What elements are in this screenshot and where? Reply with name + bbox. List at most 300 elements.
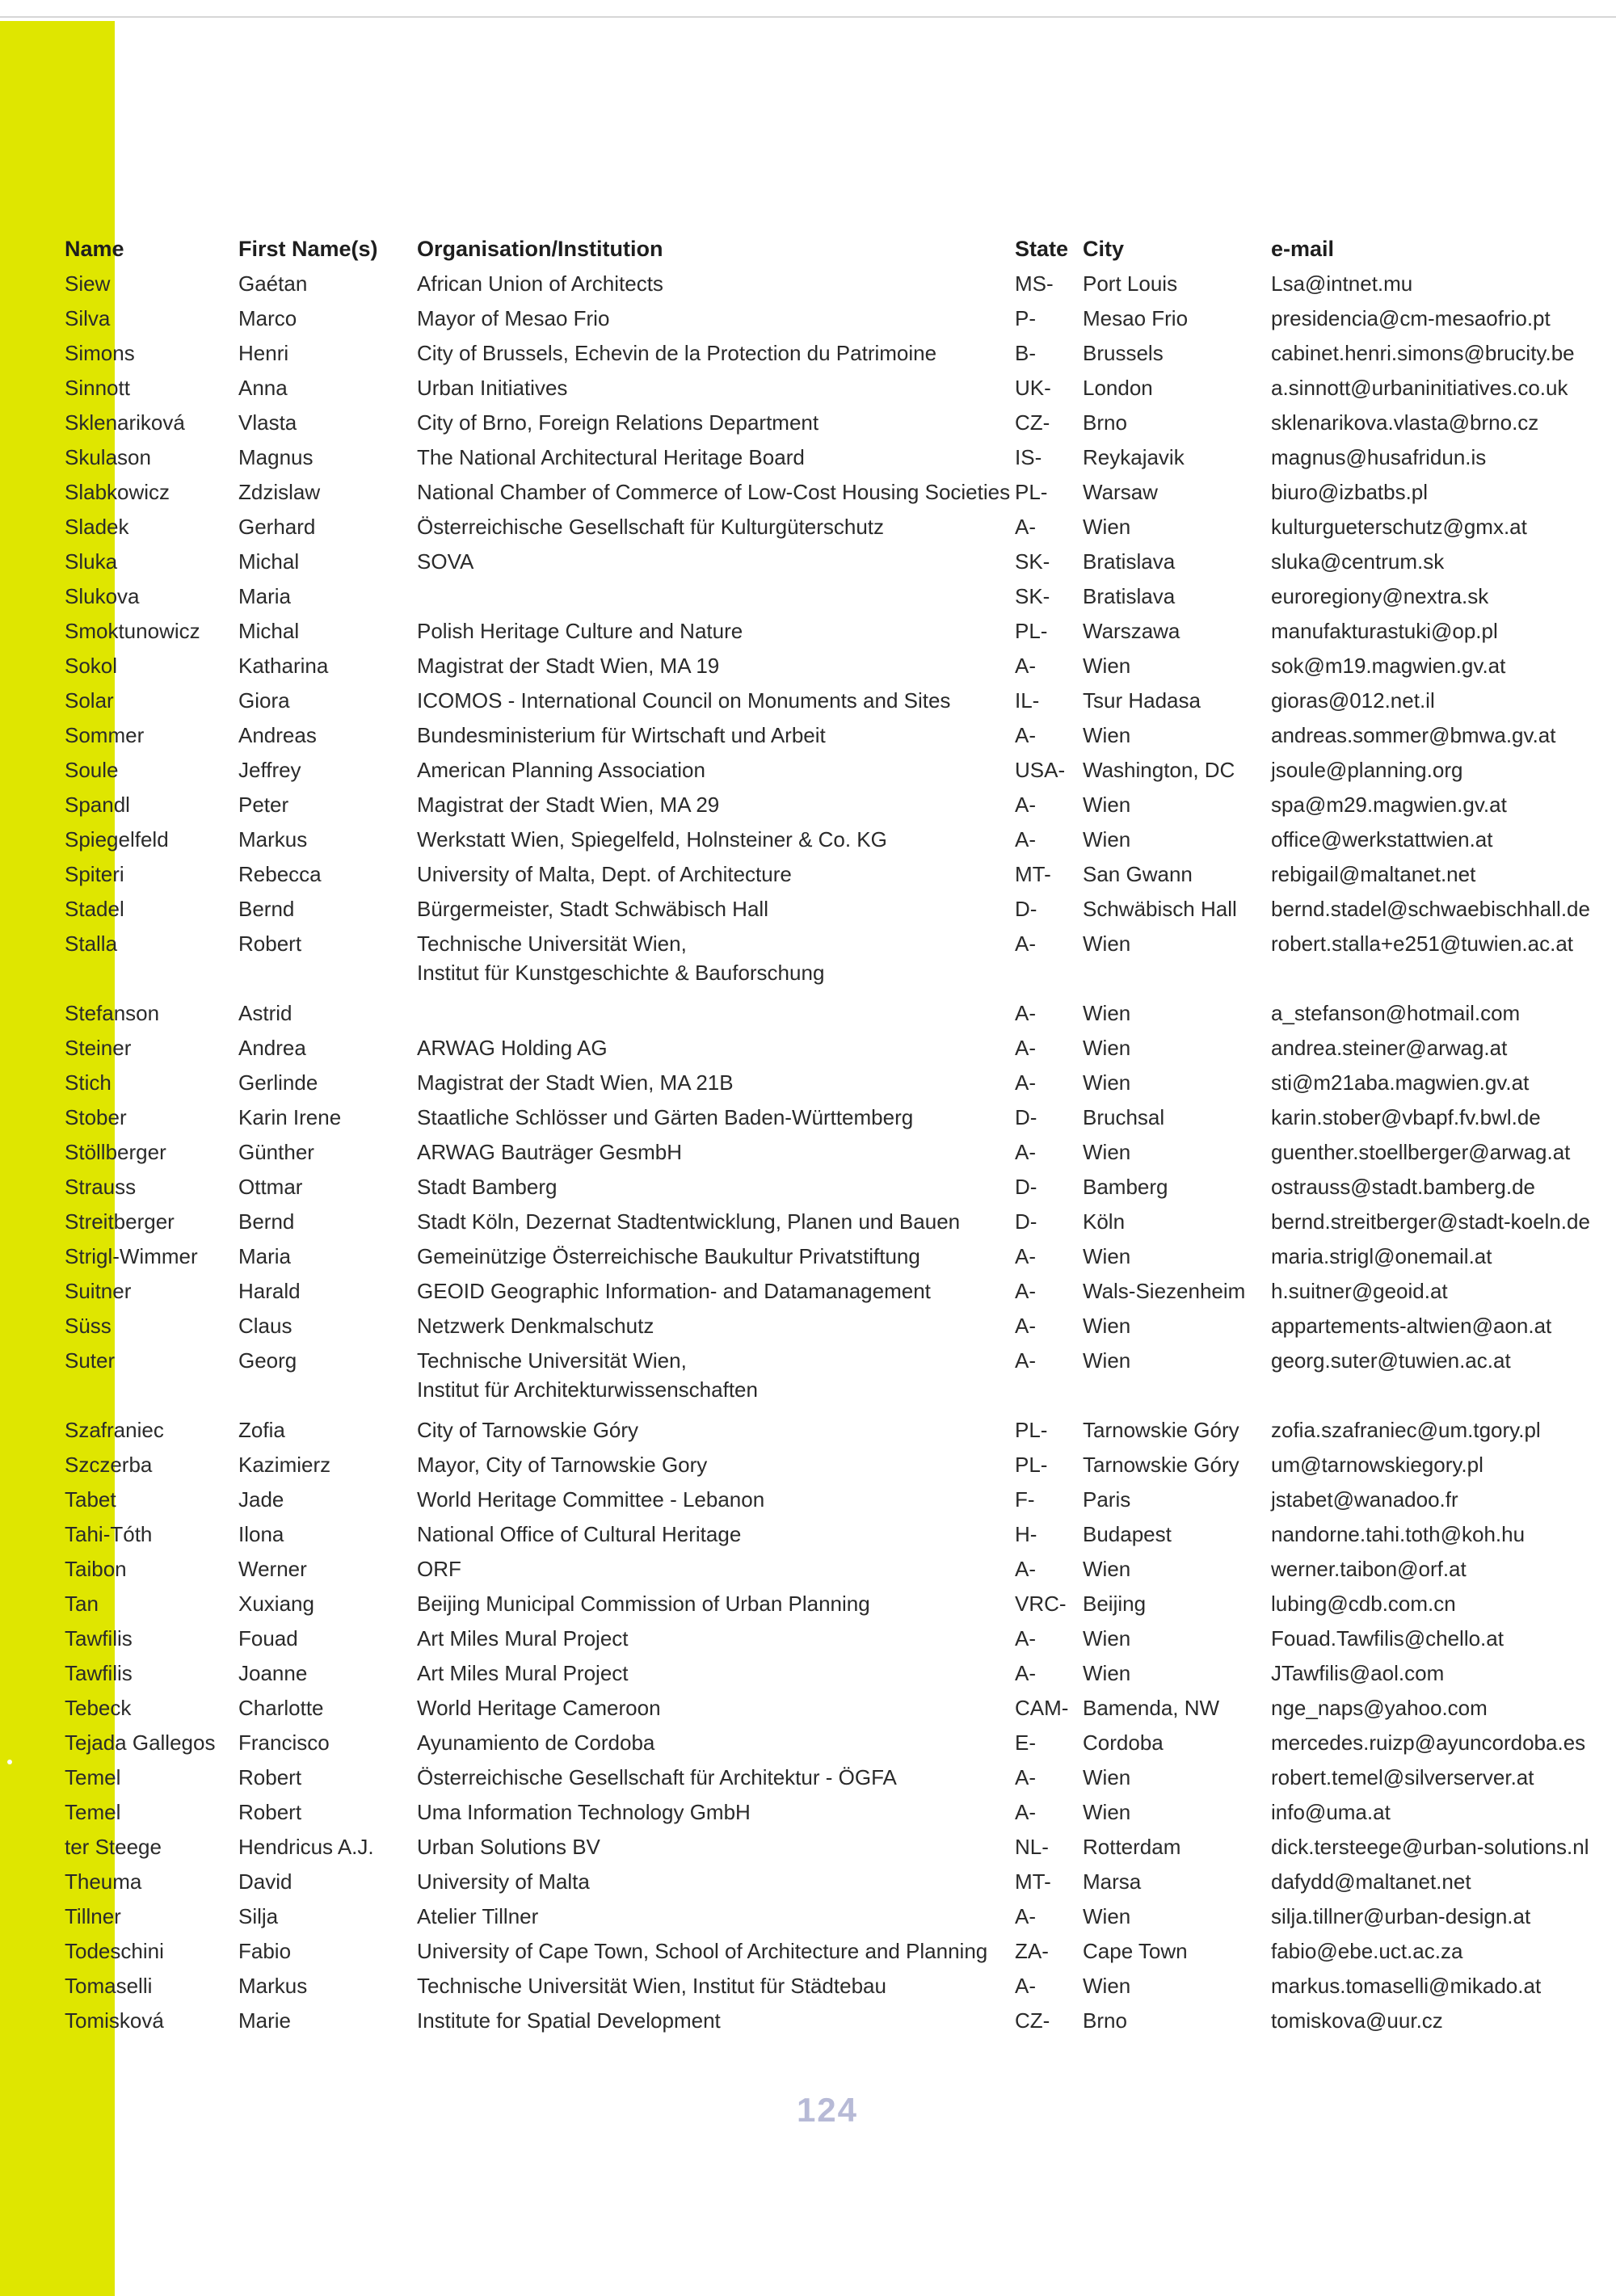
cell-organisation: City of Brussels, Echevin de la Protection du Patrimoine [417,341,937,365]
cell-name: Sklenariková [65,410,185,435]
table-row [65,1934,1600,1969]
cell-name: Strigl-Wimmer [65,1244,198,1268]
cell-email: bernd.streitberger@stadt-koeln.de [1271,1209,1590,1234]
header-email: e-mail [1271,237,1335,261]
cell-organisation: ICOMOS - International Council on Monuments and Sites [417,688,951,713]
cell-email: jstabet@wanadoo.fr [1271,1487,1458,1512]
cell-state: SK- [1015,584,1050,608]
cell-organisation: Stadt Bamberg [417,1175,558,1199]
header-organisation: Organisation/Institution [417,237,663,261]
cell-first-name: Giora [238,688,290,713]
table-row [65,788,1600,822]
cell-name: Sluka [65,549,118,574]
cell-first-name: Harald [238,1279,301,1303]
cell-email: markus.tomaselli@mikado.at [1271,1974,1542,1998]
cell-email: guenther.stoellberger@arwag.at [1271,1140,1571,1164]
cell-state: PL- [1015,480,1048,504]
cell-city: Wien [1083,515,1131,539]
cell-organisation: Bundesministerium für Wirtschaft und Arbeit [417,723,826,747]
cell-city: Bratislava [1083,584,1176,608]
cell-city: Wien [1083,1348,1131,1373]
cell-state: UK- [1015,376,1051,400]
cell-state: A- [1015,1765,1036,1789]
cell-organisation: Magistrat der Stadt Wien, MA 21B [417,1070,734,1095]
cell-state: USA- [1015,758,1066,782]
cell-name: Simons [65,341,135,365]
cell-organisation: Österreichische Gesellschaft für Kulturgüterschutz [417,515,885,539]
cell-first-name: Robert [238,1765,302,1789]
cell-state: A- [1015,1626,1036,1651]
cell-email: tomiskova@uur.cz [1271,2008,1443,2033]
cell-name: Szafraniec [65,1418,164,1442]
cell-city: Tarnowskie Góry [1083,1418,1239,1442]
cell-name: Stefanson [65,1001,160,1025]
table-row [65,927,1600,996]
cell-name: Suitner [65,1279,132,1303]
cell-name: Tabet [65,1487,116,1512]
cell-first-name: Robert [238,1800,302,1824]
table-row [65,1205,1600,1239]
cell-city: London [1083,376,1153,400]
cell-organisation: Uma Information Technology GmbH [417,1800,751,1824]
cell-city: Wien [1083,1140,1131,1164]
cell-city: Wien [1083,827,1131,852]
cell-first-name: Gaétan [238,271,308,296]
cell-organisation: National Chamber of Commerce of Low-Cost Housing Societies [417,480,1011,504]
cell-organisation: Institute for Spatial Development [417,2008,721,2033]
cell-organisation: World Heritage Cameroon [417,1696,661,1720]
cell-city: Cape Town [1083,1939,1188,1963]
cell-state: A- [1015,654,1036,678]
cell-email: a_stefanson@hotmail.com [1271,1001,1521,1025]
table-row [65,1587,1600,1621]
table-row [65,1760,1600,1795]
table-row [65,1899,1600,1934]
cell-name: Stöllberger [65,1140,166,1164]
cell-organisation: Art Miles Mural Project [417,1626,629,1651]
cell-first-name: Ilona [238,1522,284,1546]
cell-email: rebigail@maltanet.net [1271,862,1476,886]
cell-state: A- [1015,1661,1036,1685]
table-row [65,1344,1600,1413]
cell-email: robert.stalla+e251@tuwien.ac.at [1271,931,1574,956]
cell-email: appartements-altwien@aon.at [1271,1314,1552,1338]
cell-state: SK- [1015,549,1050,574]
cell-email: bernd.stadel@schwaebischhall.de [1271,897,1590,921]
cell-name: Sommer [65,723,145,747]
cell-state: A- [1015,1904,1036,1928]
cell-email: zofia.szafraniec@um.tgory.pl [1271,1418,1541,1442]
cell-email: um@tarnowskiegory.pl [1271,1453,1483,1477]
cell-organisation: Urban Initiatives [417,376,568,400]
cell-name: Tomaselli [65,1974,153,1998]
cell-email: karin.stober@vbapf.fv.bwl.de [1271,1105,1541,1129]
table-row [65,822,1600,857]
cell-first-name: Zdzislaw [238,480,321,504]
cell-city: Wien [1083,723,1131,747]
cell-organisation: Atelier Tillner [417,1904,539,1928]
cell-email: kulturgueterschutz@gmx.at [1271,515,1527,539]
cell-first-name: Katharina [238,654,329,678]
cell-city: Port Louis [1083,271,1178,296]
cell-city: Wien [1083,1626,1131,1651]
cell-state: E- [1015,1730,1036,1755]
cell-email: sok@m19.magwien.gv.at [1271,654,1506,678]
cell-state: CZ- [1015,410,1050,435]
cell-first-name: Gerlinde [238,1070,318,1095]
cell-email: werner.taibon@orf.at [1271,1557,1467,1581]
cell-city: Rotterdam [1083,1835,1181,1859]
cell-state: D- [1015,1105,1037,1129]
cell-organisation: Magistrat der Stadt Wien, MA 19 [417,654,720,678]
cell-organisation-line2: Institut für Architekturwissenschaften [417,1377,758,1402]
cell-organisation: Technische Universität Wien, Institut für Städtebau [417,1974,886,1998]
cell-name: Tan [65,1592,99,1616]
table-row [65,1031,1600,1066]
cell-first-name: Charlotte [238,1696,324,1720]
cell-name: Strauss [65,1175,137,1199]
cell-state: A- [1015,1001,1036,1025]
cell-name: Tebeck [65,1696,132,1720]
cell-email: sluka@centrum.sk [1271,549,1445,574]
cell-city: Wien [1083,1800,1131,1824]
cell-organisation: American Planning Association [417,758,705,782]
cell-city: Wien [1083,1904,1131,1928]
table-row [65,1795,1600,1830]
cell-first-name: Michal [238,549,300,574]
cell-city: Schwäbisch Hall [1083,897,1237,921]
cell-city: Warszawa [1083,619,1180,643]
cell-state: A- [1015,793,1036,817]
cell-organisation: Mayor of Mesao Frio [417,306,610,330]
cell-name: Soule [65,758,119,782]
cell-email: maria.strigl@onemail.at [1271,1244,1492,1268]
cell-organisation: African Union of Architects [417,271,663,296]
cell-state: NL- [1015,1835,1049,1859]
header-city: City [1083,237,1125,261]
cell-name: Smoktunowicz [65,619,200,643]
cell-organisation: World Heritage Committee - Lebanon [417,1487,765,1512]
cell-email: magnus@husafridun.is [1271,445,1487,469]
cell-email: spa@m29.magwien.gv.at [1271,793,1507,817]
cell-name: Stober [65,1105,127,1129]
cell-name: Spandl [65,793,130,817]
cell-city: Bratislava [1083,549,1176,574]
table-row [65,267,1600,301]
cell-first-name: Joanne [238,1661,308,1685]
cell-state: P- [1015,306,1036,330]
table-row [65,510,1600,545]
cell-organisation: City of Brno, Foreign Relations Department [417,410,819,435]
cell-email: Fouad.Tawfilis@chello.at [1271,1626,1504,1651]
cell-name: Tawfilis [65,1661,133,1685]
cell-organisation: Ayunamiento de Cordoba [417,1730,655,1755]
cell-state: F- [1015,1487,1035,1512]
cell-state: MT- [1015,1869,1051,1894]
cell-first-name: Andreas [238,723,317,747]
cell-name: Slukova [65,584,140,608]
cell-city: Beijing [1083,1592,1147,1616]
cell-city: Tarnowskie Góry [1083,1453,1239,1477]
cell-organisation: Netzwerk Denkmalschutz [417,1314,654,1338]
cell-city: Marsa [1083,1869,1142,1894]
cell-name: Streitberger [65,1209,175,1234]
cell-first-name: Andrea [238,1036,306,1060]
cell-organisation-line2: Institut für Kunstgeschichte & Bauforschung [417,961,825,985]
cell-email: office@werkstattwien.at [1271,827,1493,852]
table-row [65,1726,1600,1760]
cell-first-name: Astrid [238,1001,292,1025]
cell-state: ZA- [1015,1939,1049,1963]
cell-state: A- [1015,827,1036,852]
cell-city: Wien [1083,1070,1131,1095]
cell-name: Slabkowicz [65,480,170,504]
cell-organisation: Österreichische Gesellschaft für Architektur - ÖGFA [417,1765,897,1789]
cell-email: sklenarikova.vlasta@brno.cz [1271,410,1539,435]
cell-first-name: Robert [238,931,302,956]
cell-name: Skulason [65,445,151,469]
cell-state: A- [1015,1348,1036,1373]
table-row [65,614,1600,649]
table-row [65,301,1600,336]
cell-first-name: Vlasta [238,410,297,435]
table-row [65,1413,1600,1448]
header-state: State [1015,237,1069,261]
cell-city: Wien [1083,1974,1131,1998]
cell-organisation: City of Tarnowskie Góry [417,1418,639,1442]
table-row [65,1865,1600,1899]
cell-organisation: Staatliche Schlösser und Gärten Baden-Württemberg [417,1105,914,1129]
cell-first-name: Michal [238,619,300,643]
cell-state: A- [1015,1036,1036,1060]
cell-first-name: Markus [238,1974,308,1998]
cell-city: Wals-Siezenheim [1083,1279,1246,1303]
table-row [65,649,1600,683]
cell-state: B- [1015,341,1036,365]
cell-city: San Gwann [1083,862,1193,886]
cell-name: Tomisková [65,2008,164,2033]
table-row [65,406,1600,440]
cell-name: Spiegelfeld [65,827,169,852]
cell-city: Wien [1083,793,1131,817]
cell-organisation: ORF [417,1557,461,1581]
table-row [65,1621,1600,1656]
cell-city: Mesao Frio [1083,306,1189,330]
cell-name: Tejada Gallegos [65,1730,216,1755]
cell-state: PL- [1015,1418,1048,1442]
cell-name: Spiteri [65,862,124,886]
cell-first-name: Fabio [238,1939,292,1963]
table-row [65,1274,1600,1309]
cell-state: A- [1015,1244,1036,1268]
cell-state: D- [1015,1175,1037,1199]
table-row [65,1517,1600,1552]
table-row [65,545,1600,579]
cell-organisation: University of Cape Town, School of Architecture and Planning [417,1939,988,1963]
cell-city: Wien [1083,1314,1131,1338]
cell-first-name: Markus [238,827,308,852]
cell-city: Bruchsal [1083,1105,1165,1129]
cell-first-name: Kazimierz [238,1453,331,1477]
cell-email: a.sinnott@urbaninitiatives.co.uk [1271,376,1568,400]
cell-city: Washington, DC [1083,758,1235,782]
cell-city: Budapest [1083,1522,1172,1546]
table-row [65,683,1600,718]
table-row [65,1552,1600,1587]
cell-name: Sladek [65,515,129,539]
cell-city: Cordoba [1083,1730,1164,1755]
cell-name: Tahi-Tóth [65,1522,153,1546]
table-row [65,1066,1600,1100]
cell-first-name: Jade [238,1487,284,1512]
cell-name: Solar [65,688,114,713]
cell-email: presidencia@cm-mesaofrio.pt [1271,306,1551,330]
cell-name: Todeschini [65,1939,164,1963]
cell-name: Temel [65,1765,121,1789]
table-row [65,892,1600,927]
cell-email: biuro@izbatbs.pl [1271,480,1429,504]
cell-first-name: David [238,1869,292,1894]
cell-organisation: Technische Universität Wien, [417,1348,687,1373]
cell-name: Silva [65,306,111,330]
cell-organisation: SOVA [417,549,474,574]
cell-city: Brussels [1083,341,1164,365]
cell-email: dick.tersteege@urban-solutions.nl [1271,1835,1589,1859]
cell-state: A- [1015,1800,1036,1824]
table-row [65,1448,1600,1482]
cell-city: Wien [1083,1036,1131,1060]
cell-name: Suter [65,1348,116,1373]
cell-email: andreas.sommer@bmwa.gv.at [1271,723,1556,747]
cell-email: gioras@012.net.il [1271,688,1435,713]
cell-name: Siew [65,271,111,296]
cell-state: A- [1015,1974,1036,1998]
cell-state: CZ- [1015,2008,1050,2033]
cell-city: Wien [1083,1765,1131,1789]
cell-organisation: Magistrat der Stadt Wien, MA 29 [417,793,720,817]
cell-state: MT- [1015,862,1051,886]
cell-organisation: Art Miles Mural Project [417,1661,629,1685]
cell-name: Sinnott [65,376,130,400]
cell-state: A- [1015,1070,1036,1095]
table-header [65,231,1600,267]
cell-first-name: Magnus [238,445,314,469]
cell-first-name: Bernd [238,897,295,921]
cell-state: A- [1015,1314,1036,1338]
cell-first-name: Fouad [238,1626,298,1651]
cell-city: Wien [1083,1661,1131,1685]
table-row [65,1239,1600,1274]
cell-name: Taibon [65,1557,127,1581]
cell-name: Steiner [65,1036,132,1060]
cell-email: ostrauss@stadt.bamberg.de [1271,1175,1536,1199]
cell-state: IL- [1015,688,1040,713]
cell-state: A- [1015,1279,1036,1303]
cell-email: sti@m21aba.magwien.gv.at [1271,1070,1530,1095]
cell-first-name: Georg [238,1348,297,1373]
cell-organisation: Mayor, City of Tarnowskie Gory [417,1453,708,1477]
cell-organisation: Polish Heritage Culture and Nature [417,619,743,643]
cell-state: H- [1015,1522,1037,1546]
participant-table [65,231,1600,2038]
header-name: Name [65,237,124,261]
cell-organisation: Bürgermeister, Stadt Schwäbisch Hall [417,897,768,921]
cell-city: Wien [1083,1001,1131,1025]
cell-city: Tsur Hadasa [1083,688,1201,713]
cell-first-name: Maria [238,1244,292,1268]
cell-first-name: Hendricus A.J. [238,1835,374,1859]
cell-name: Stadel [65,897,124,921]
table-row [65,1309,1600,1344]
cell-first-name: Rebecca [238,862,322,886]
cell-first-name: Xuxiang [238,1592,314,1616]
cell-organisation: Werkstatt Wien, Spiegelfeld, Holnsteiner & Co. KG [417,827,887,852]
cell-city: Wien [1083,931,1131,956]
table-row [65,1170,1600,1205]
cell-email: andrea.steiner@arwag.at [1271,1036,1508,1060]
cell-first-name: Anna [238,376,288,400]
cell-name: Stalla [65,931,118,956]
cell-first-name: Zofia [238,1418,285,1442]
cell-name: Tillner [65,1904,121,1928]
cell-email: fabio@ebe.uct.ac.za [1271,1939,1463,1963]
cell-state: A- [1015,1140,1036,1164]
cell-name: Süss [65,1314,112,1338]
cell-organisation: ARWAG Bauträger GesmbH [417,1140,682,1164]
table-row [65,1830,1600,1865]
table-row [65,857,1600,892]
cell-first-name: Silja [238,1904,279,1928]
cell-organisation: The National Architectural Heritage Board [417,445,805,469]
table-row [65,1656,1600,1691]
cell-city: Brno [1083,410,1127,435]
cell-city: Wien [1083,654,1131,678]
cell-city: Paris [1083,1487,1131,1512]
table-row [65,996,1600,1031]
table-row [65,753,1600,788]
table-row [65,1100,1600,1135]
table-row [65,2004,1600,2038]
table-row [65,475,1600,510]
cell-first-name: Claus [238,1314,292,1338]
cell-first-name: Maria [238,584,292,608]
cell-state: VRC- [1015,1592,1067,1616]
cell-email: robert.temel@silverserver.at [1271,1765,1534,1789]
cell-city: Köln [1083,1209,1126,1234]
cell-name: Theuma [65,1869,142,1894]
cell-state: MS- [1015,271,1054,296]
cell-first-name: Marie [238,2008,292,2033]
cell-email: euroregiony@nextra.sk [1271,584,1489,608]
cell-email: nandorne.tahi.toth@koh.hu [1271,1522,1526,1546]
table-row [65,371,1600,406]
cell-email: georg.suter@tuwien.ac.at [1271,1348,1511,1373]
cell-state: D- [1015,897,1037,921]
cell-organisation: GEOID Geographic Information- and Datamanagement [417,1279,931,1303]
table-row [65,1482,1600,1517]
cell-first-name: Jeffrey [238,758,301,782]
table-row [65,440,1600,475]
cell-city: Warsaw [1083,480,1158,504]
cell-organisation: University of Malta, Dept. of Architecture [417,862,792,886]
cell-organisation: Beijing Municipal Commission of Urban Planning [417,1592,870,1616]
top-rule [0,16,1616,18]
cell-state: D- [1015,1209,1037,1234]
cell-first-name: Gerhard [238,515,316,539]
cell-city: Bamenda, NW [1083,1696,1220,1720]
cell-city: Wien [1083,1557,1131,1581]
cell-first-name: Günther [238,1140,314,1164]
